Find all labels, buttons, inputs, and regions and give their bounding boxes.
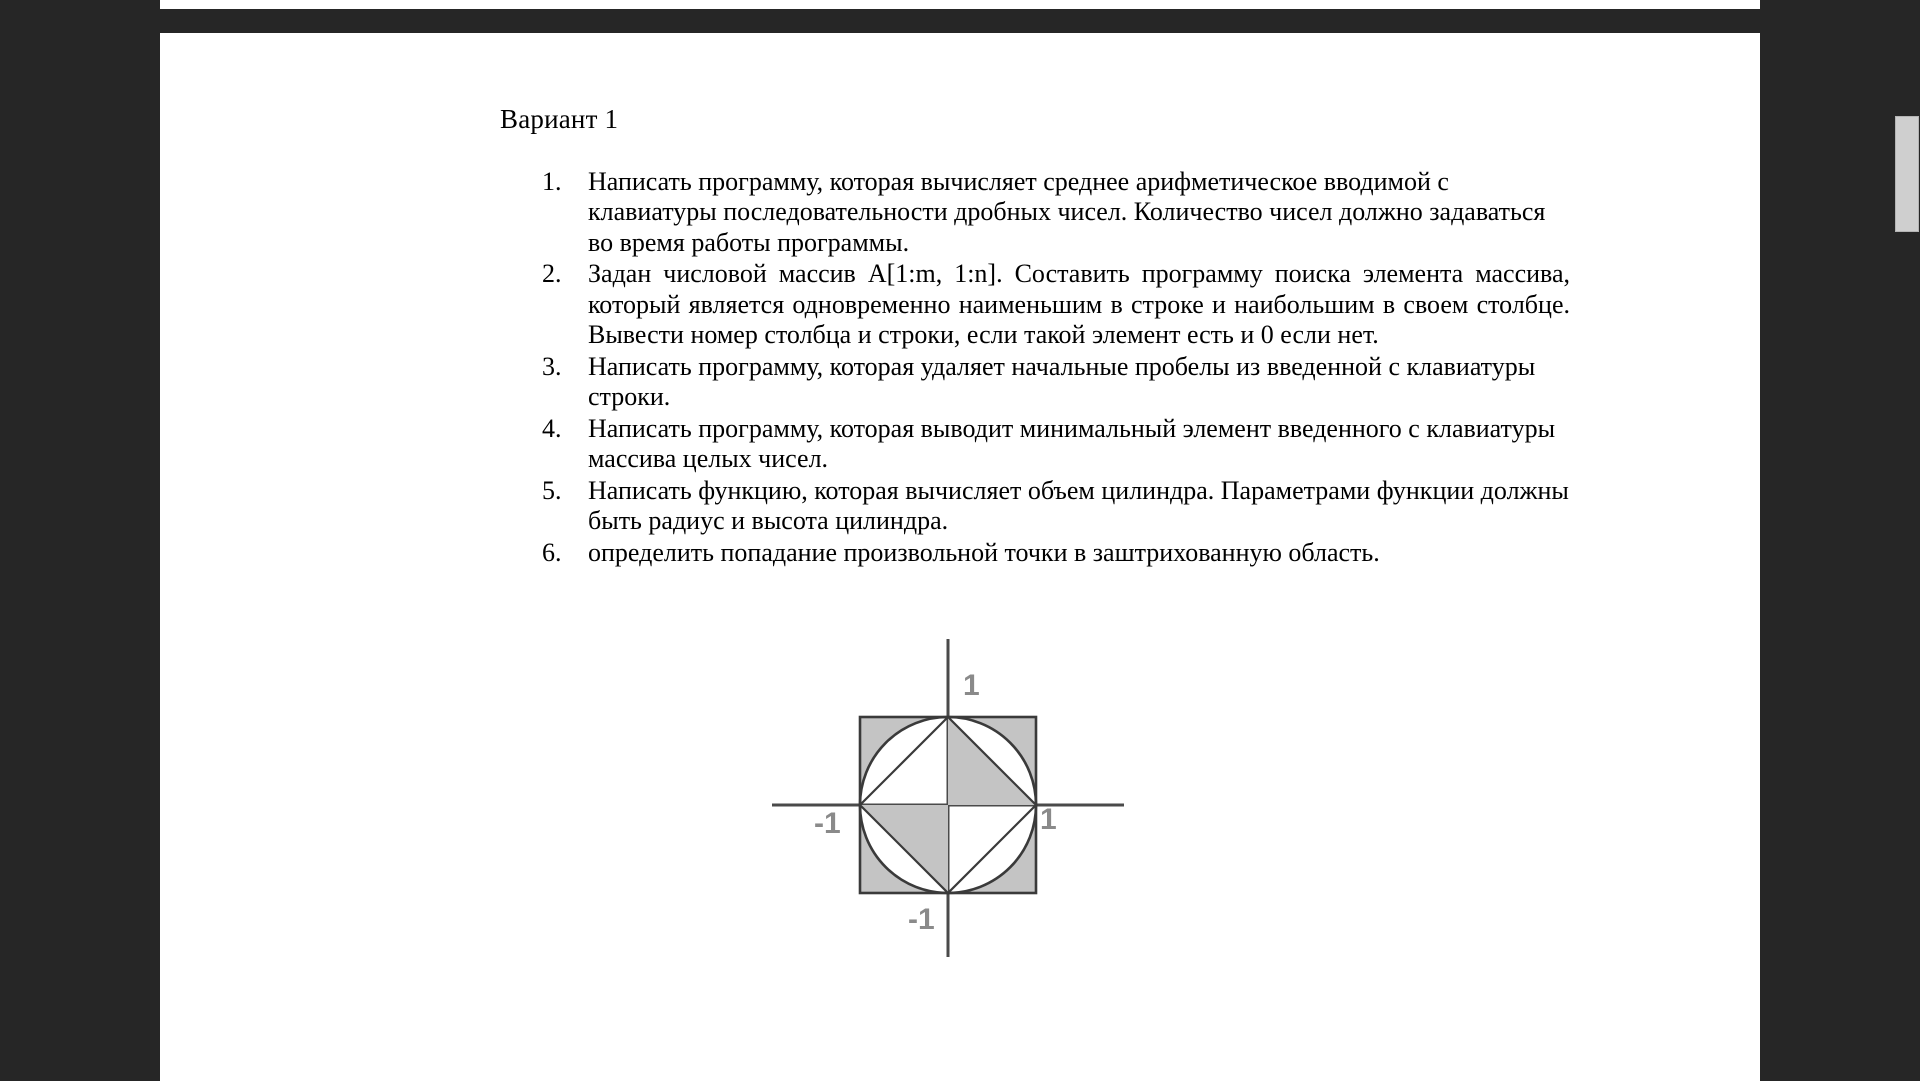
task-text: Задан числовой массив A[1:m, 1:n]. Составить программу поиска элемента массива, который является одновременно наименьшим в строке и наибольшим в своем столбце. Вывести номер столбца и строки, если такой элемент есть и 0 если нет. xyxy=(588,259,1570,350)
task-text: Написать программу, которая вычисляет среднее арифметическое вводимой с клавиатуры последовательности дробных чисел. Количество чисел должно задаваться во время работы программы. xyxy=(588,166,1546,257)
task-text: Написать программу, которая удаляет начальные пробелы из введенной с клавиатуры строки. xyxy=(588,351,1536,412)
x-right-label: 1 xyxy=(1040,803,1057,836)
figure-svg xyxy=(758,633,1138,963)
task-text: Написать функцию, которая вычисляет объем цилиндра. Параметрами функции должны быть радиус и высота цилиндра. xyxy=(588,475,1569,536)
shaded-region-figure xyxy=(758,633,1138,963)
y-top-label: 1 xyxy=(963,669,980,702)
list-item xyxy=(588,538,1570,569)
page-content xyxy=(500,103,1570,569)
x-left-label: -1 xyxy=(814,807,841,840)
document-page xyxy=(160,33,1760,1081)
task-list xyxy=(500,167,1570,569)
list-item xyxy=(588,414,1570,475)
scrollbar-thumb[interactable] xyxy=(1895,116,1919,232)
list-item xyxy=(588,259,1570,351)
vertical-scrollbar[interactable] xyxy=(1894,0,1920,1081)
task-text: Написать программу, которая выводит минимальный элемент введенного с клавиатуры массива целых чисел. xyxy=(588,413,1556,474)
previous-page-edge xyxy=(160,0,1760,9)
page-title: Вариант 1 xyxy=(500,104,619,134)
list-item xyxy=(588,352,1570,413)
list-item xyxy=(588,167,1570,259)
y-bottom-label: -1 xyxy=(908,903,935,936)
task-text: определить попадание произвольной точки в заштрихованную область. xyxy=(588,537,1380,567)
list-item xyxy=(588,476,1570,537)
